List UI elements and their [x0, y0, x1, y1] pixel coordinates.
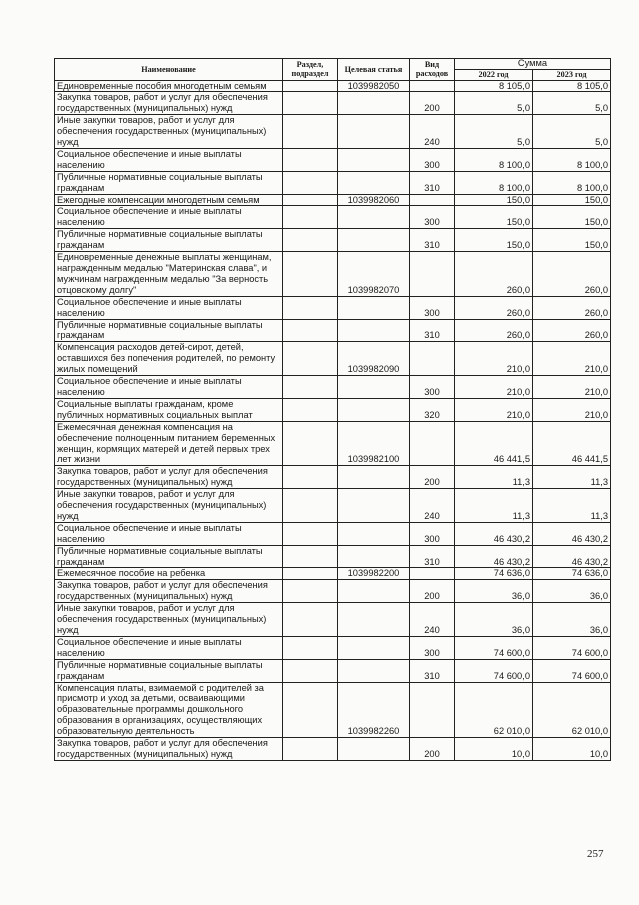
row-expense-type-cell: 200: [410, 92, 455, 115]
table-row: [55, 92, 611, 115]
row-name-cell: Публичные нормативные социальные выплаты гражданам: [55, 659, 283, 682]
row-expense-type-cell: 240: [410, 603, 455, 637]
row-article-cell: [338, 522, 410, 545]
row-sum-2023-cell: 46 430,2: [533, 522, 611, 545]
row-article-cell: [338, 376, 410, 399]
table-row: [55, 171, 611, 194]
row-sum-2022-cell: 11,3: [455, 466, 533, 489]
row-section-cell: [283, 568, 338, 580]
row-section-cell: [283, 342, 338, 376]
header-year-2022: 2022 год: [455, 70, 533, 81]
row-sum-2023-cell: 36,0: [533, 603, 611, 637]
row-article-cell: [338, 398, 410, 421]
budget-table: [54, 58, 611, 761]
row-section-cell: [283, 229, 338, 252]
row-name-cell: Социальное обеспечение и иные выплаты населению: [55, 522, 283, 545]
row-sum-2023-cell: 150,0: [533, 206, 611, 229]
row-expense-type-cell: 300: [410, 522, 455, 545]
header-expense-type: Вид расходов: [410, 59, 455, 81]
row-sum-2022-cell: 150,0: [455, 206, 533, 229]
row-article-cell: [338, 206, 410, 229]
row-section-cell: [283, 636, 338, 659]
row-section-cell: [283, 80, 338, 92]
row-name-cell: Социальное обеспечение и иные выплаты населению: [55, 206, 283, 229]
table-row: [55, 659, 611, 682]
row-expense-type-cell: 200: [410, 738, 455, 761]
row-section-cell: [283, 92, 338, 115]
row-article-cell: [338, 148, 410, 171]
row-article-cell: 1039982090: [338, 342, 410, 376]
row-sum-2023-cell: 260,0: [533, 319, 611, 342]
row-section-cell: [283, 489, 338, 523]
row-article-cell: [338, 659, 410, 682]
row-name-cell: Иные закупки товаров, работ и услуг для обеспечения государственных (муниципальных) нужд: [55, 489, 283, 523]
row-article-cell: [338, 738, 410, 761]
row-sum-2022-cell: 150,0: [455, 229, 533, 252]
row-section-cell: [283, 148, 338, 171]
row-expense-type-cell: 310: [410, 171, 455, 194]
row-sum-2022-cell: 10,0: [455, 738, 533, 761]
row-name-cell: Социальные выплаты гражданам, кроме публичных нормативных социальных выплат: [55, 398, 283, 421]
row-expense-type-cell: 310: [410, 659, 455, 682]
row-article-cell: [338, 580, 410, 603]
row-sum-2023-cell: 150,0: [533, 194, 611, 206]
row-name-cell: Публичные нормативные социальные выплаты гражданам: [55, 545, 283, 568]
row-section-cell: [283, 376, 338, 399]
row-expense-type-cell: 300: [410, 148, 455, 171]
row-sum-2022-cell: 62 010,0: [455, 682, 533, 738]
row-sum-2022-cell: 11,3: [455, 489, 533, 523]
row-sum-2023-cell: 74 636,0: [533, 568, 611, 580]
table-row: [55, 206, 611, 229]
row-sum-2022-cell: 74 636,0: [455, 568, 533, 580]
row-sum-2022-cell: 260,0: [455, 296, 533, 319]
row-sum-2022-cell: 46 430,2: [455, 522, 533, 545]
row-name-cell: Ежемесячная денежная компенсация на обеспечение полноценным питанием беременных женщин, кормящих матерей и детей первых трех лет жизни: [55, 421, 283, 466]
row-article-cell: [338, 545, 410, 568]
row-expense-type-cell: 310: [410, 229, 455, 252]
row-name-cell: Закупка товаров, работ и услуг для обеспечения государственных (муниципальных) нужд: [55, 738, 283, 761]
row-sum-2023-cell: 62 010,0: [533, 682, 611, 738]
row-name-cell: Закупка товаров, работ и услуг для обеспечения государственных (муниципальных) нужд: [55, 92, 283, 115]
row-expense-type-cell: 300: [410, 296, 455, 319]
row-sum-2022-cell: 46 441,5: [455, 421, 533, 466]
row-sum-2023-cell: 11,3: [533, 466, 611, 489]
row-name-cell: Социальное обеспечение и иные выплаты населению: [55, 376, 283, 399]
row-section-cell: [283, 659, 338, 682]
row-article-cell: 1039982070: [338, 252, 410, 297]
row-sum-2022-cell: 46 430,2: [455, 545, 533, 568]
row-article-cell: 1039982050: [338, 80, 410, 92]
row-article-cell: 1039982060: [338, 194, 410, 206]
row-sum-2022-cell: 8 100,0: [455, 148, 533, 171]
row-article-cell: [338, 92, 410, 115]
row-section-cell: [283, 194, 338, 206]
row-section-cell: [283, 522, 338, 545]
row-sum-2022-cell: 36,0: [455, 603, 533, 637]
row-sum-2022-cell: 210,0: [455, 398, 533, 421]
row-sum-2023-cell: 150,0: [533, 229, 611, 252]
row-name-cell: Иные закупки товаров, работ и услуг для обеспечения государственных (муниципальных) нужд: [55, 603, 283, 637]
row-sum-2023-cell: 74 600,0: [533, 659, 611, 682]
row-name-cell: Единовременные денежные выплаты женщинам, награжденным медалью "Материнская слава", и мужчинам награжденным медалью "За верность отцовскому долгу": [55, 252, 283, 297]
table-row: [55, 80, 611, 92]
table-row: [55, 522, 611, 545]
table-row: [55, 252, 611, 297]
row-sum-2023-cell: 260,0: [533, 252, 611, 297]
row-expense-type-cell: 200: [410, 466, 455, 489]
row-article-cell: [338, 229, 410, 252]
table-row: [55, 296, 611, 319]
row-name-cell: Публичные нормативные социальные выплаты гражданам: [55, 319, 283, 342]
row-expense-type-cell: [410, 421, 455, 466]
row-sum-2023-cell: 260,0: [533, 296, 611, 319]
row-section-cell: [283, 738, 338, 761]
row-sum-2022-cell: 8 105,0: [455, 80, 533, 92]
row-section-cell: [283, 171, 338, 194]
table-row: [55, 489, 611, 523]
table-row: [55, 580, 611, 603]
row-name-cell: Компенсация расходов детей-сирот, детей, оставшихся без попечения родителей, по ремонту жилых помещений: [55, 342, 283, 376]
row-expense-type-cell: 200: [410, 580, 455, 603]
row-sum-2023-cell: 210,0: [533, 342, 611, 376]
row-expense-type-cell: 320: [410, 398, 455, 421]
table-row: [55, 398, 611, 421]
row-sum-2022-cell: 5,0: [455, 92, 533, 115]
row-sum-2023-cell: 8 105,0: [533, 80, 611, 92]
row-sum-2022-cell: 210,0: [455, 376, 533, 399]
table-row: [55, 148, 611, 171]
table-row: [55, 682, 611, 738]
row-name-cell: Закупка товаров, работ и услуг для обеспечения государственных (муниципальных) нужд: [55, 580, 283, 603]
row-article-cell: [338, 319, 410, 342]
row-name-cell: Единовременные пособия многодетным семьям: [55, 80, 283, 92]
row-expense-type-cell: 310: [410, 545, 455, 568]
row-sum-2023-cell: 8 100,0: [533, 148, 611, 171]
row-sum-2022-cell: 36,0: [455, 580, 533, 603]
row-sum-2023-cell: 36,0: [533, 580, 611, 603]
row-section-cell: [283, 466, 338, 489]
row-name-cell: Публичные нормативные социальные выплаты гражданам: [55, 171, 283, 194]
row-section-cell: [283, 545, 338, 568]
row-section-cell: [283, 252, 338, 297]
header-year-2023: 2023 год: [533, 70, 611, 81]
row-expense-type-cell: 240: [410, 489, 455, 523]
row-name-cell: Публичные нормативные социальные выплаты гражданам: [55, 229, 283, 252]
table-row: [55, 319, 611, 342]
row-sum-2023-cell: 10,0: [533, 738, 611, 761]
table-body: [55, 80, 611, 760]
row-name-cell: Социальное обеспечение и иные выплаты населению: [55, 296, 283, 319]
row-expense-type-cell: 240: [410, 115, 455, 149]
table-row: [55, 466, 611, 489]
row-sum-2022-cell: 8 100,0: [455, 171, 533, 194]
table-row: [55, 603, 611, 637]
table-row: [55, 545, 611, 568]
row-sum-2023-cell: 5,0: [533, 115, 611, 149]
row-sum-2023-cell: 74 600,0: [533, 636, 611, 659]
row-section-cell: [283, 682, 338, 738]
row-sum-2022-cell: 74 600,0: [455, 636, 533, 659]
row-name-cell: Социальное обеспечение и иные выплаты населению: [55, 636, 283, 659]
row-article-cell: [338, 466, 410, 489]
row-article-cell: 1039982200: [338, 568, 410, 580]
row-article-cell: 1039982100: [338, 421, 410, 466]
row-section-cell: [283, 421, 338, 466]
row-section-cell: [283, 319, 338, 342]
row-section-cell: [283, 206, 338, 229]
row-sum-2023-cell: 46 441,5: [533, 421, 611, 466]
table-row: [55, 636, 611, 659]
row-section-cell: [283, 296, 338, 319]
row-section-cell: [283, 398, 338, 421]
row-sum-2023-cell: 8 100,0: [533, 171, 611, 194]
header-sum: Сумма: [455, 59, 611, 70]
row-article-cell: [338, 489, 410, 523]
row-sum-2023-cell: 210,0: [533, 398, 611, 421]
row-name-cell: Закупка товаров, работ и услуг для обеспечения государственных (муниципальных) нужд: [55, 466, 283, 489]
row-name-cell: Ежемесячное пособие на ребенка: [55, 568, 283, 580]
row-article-cell: [338, 115, 410, 149]
row-expense-type-cell: [410, 568, 455, 580]
row-sum-2023-cell: 46 430,2: [533, 545, 611, 568]
row-expense-type-cell: 300: [410, 376, 455, 399]
row-expense-type-cell: [410, 252, 455, 297]
row-article-cell: [338, 171, 410, 194]
row-expense-type-cell: [410, 194, 455, 206]
table-row: [55, 738, 611, 761]
row-expense-type-cell: [410, 80, 455, 92]
row-expense-type-cell: [410, 342, 455, 376]
row-expense-type-cell: 300: [410, 636, 455, 659]
row-sum-2023-cell: 210,0: [533, 376, 611, 399]
row-expense-type-cell: [410, 682, 455, 738]
row-sum-2022-cell: 74 600,0: [455, 659, 533, 682]
header-article: Целевая статья: [338, 59, 410, 81]
table-row: [55, 568, 611, 580]
row-sum-2022-cell: 260,0: [455, 319, 533, 342]
row-sum-2022-cell: 210,0: [455, 342, 533, 376]
table-row: [55, 376, 611, 399]
row-section-cell: [283, 115, 338, 149]
row-expense-type-cell: 300: [410, 206, 455, 229]
row-sum-2022-cell: 5,0: [455, 115, 533, 149]
row-section-cell: [283, 580, 338, 603]
row-sum-2023-cell: 11,3: [533, 489, 611, 523]
row-sum-2022-cell: 150,0: [455, 194, 533, 206]
row-name-cell: Компенсация платы, взимаемой с родителей за присмотр и уход за детьми, осваивающими образовательные программы дошкольного образования в организациях, осуществляющих образовательную деятельность: [55, 682, 283, 738]
table-row: [55, 115, 611, 149]
page-number: 257: [587, 848, 604, 860]
row-article-cell: 1039982260: [338, 682, 410, 738]
table-header: [55, 59, 611, 81]
row-article-cell: [338, 636, 410, 659]
row-article-cell: [338, 603, 410, 637]
table-row: [55, 229, 611, 252]
row-article-cell: [338, 296, 410, 319]
row-sum-2023-cell: 5,0: [533, 92, 611, 115]
header-section: Раздел, подраздел: [283, 59, 338, 81]
row-sum-2022-cell: 260,0: [455, 252, 533, 297]
table-row: [55, 421, 611, 466]
row-name-cell: Ежегодные компенсации многодетным семьям: [55, 194, 283, 206]
row-name-cell: Иные закупки товаров, работ и услуг для обеспечения государственных (муниципальных) нужд: [55, 115, 283, 149]
row-name-cell: Социальное обеспечение и иные выплаты населению: [55, 148, 283, 171]
table-row: [55, 194, 611, 206]
header-name: Наименование: [55, 59, 283, 81]
row-expense-type-cell: 310: [410, 319, 455, 342]
table-row: [55, 342, 611, 376]
row-section-cell: [283, 603, 338, 637]
